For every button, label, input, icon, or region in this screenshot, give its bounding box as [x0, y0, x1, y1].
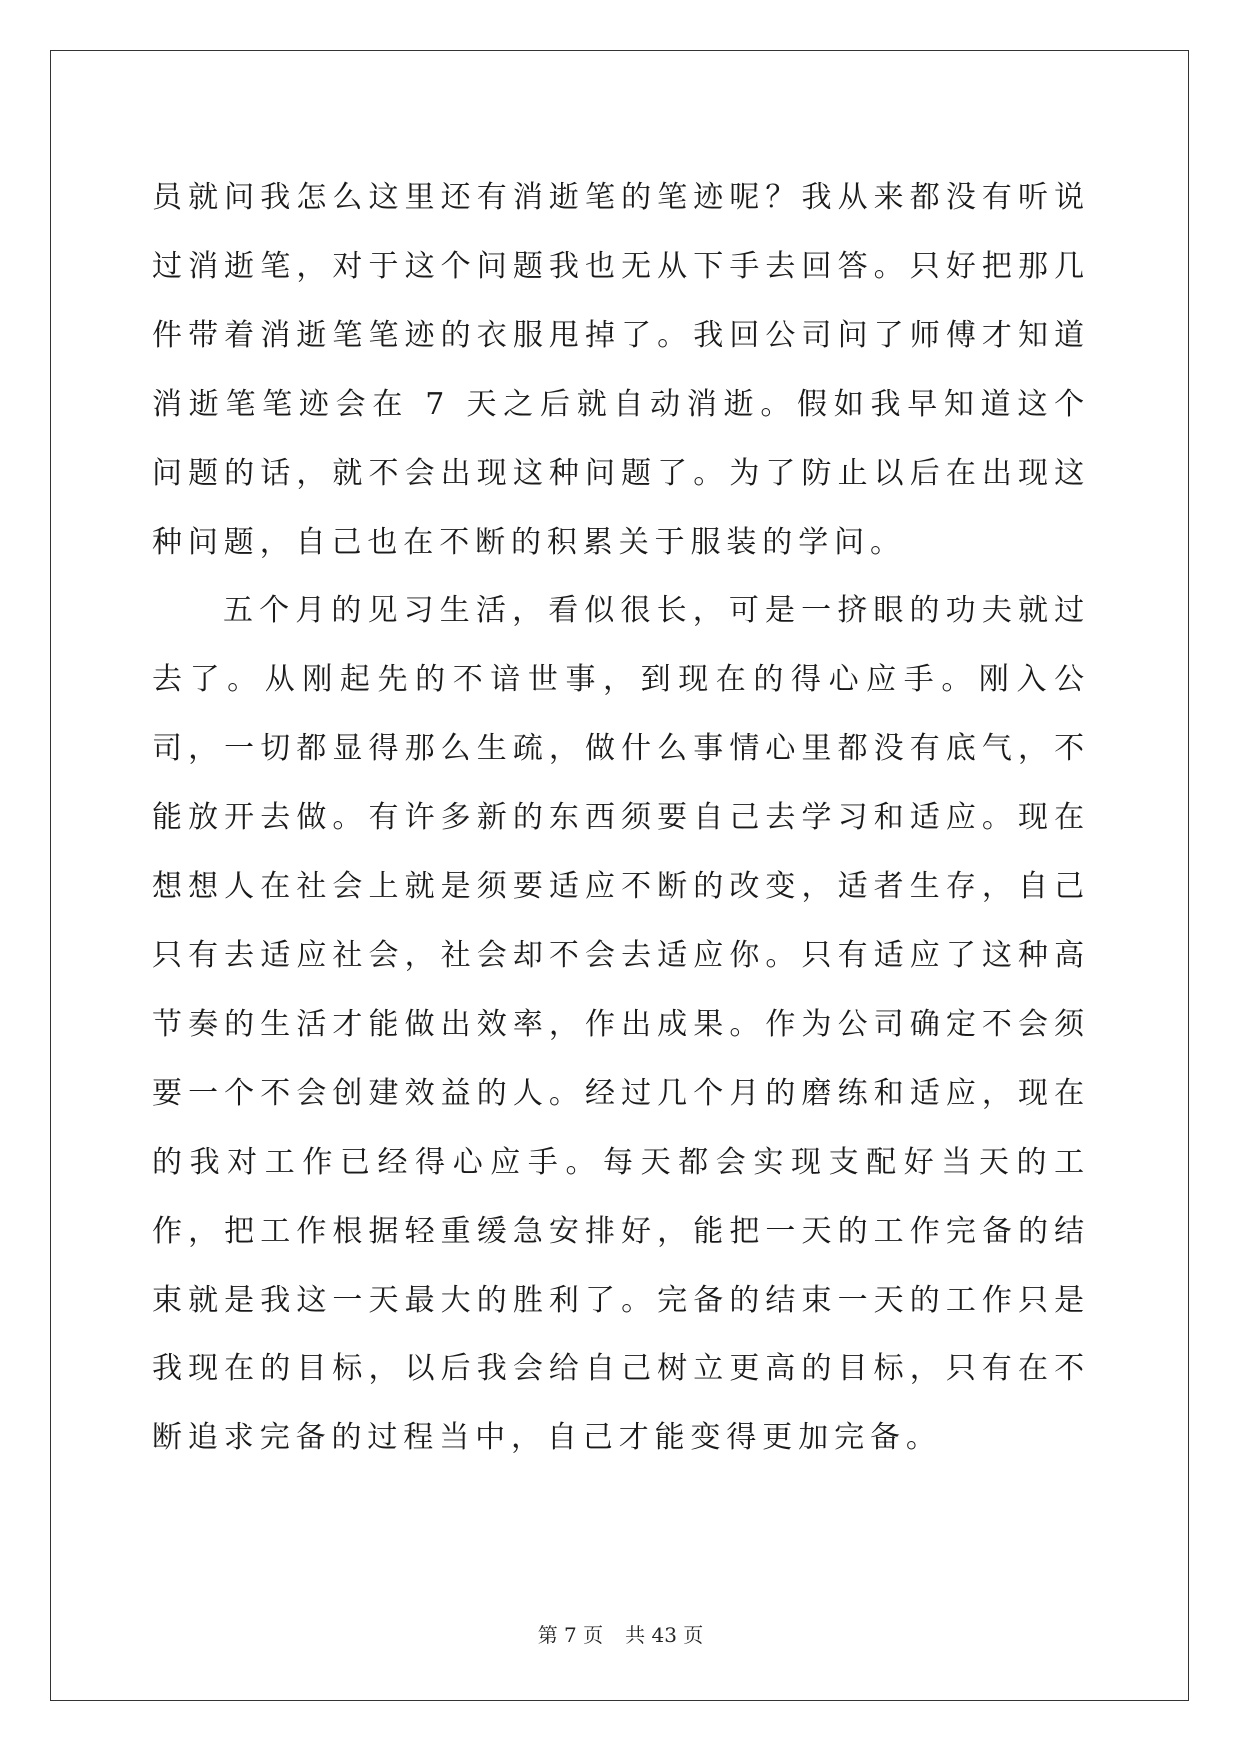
document-body: [152, 164, 1090, 1473]
total-pages: 共 43 页: [625, 1623, 704, 1647]
paragraph-1: 员就问我怎么这里还有消逝笔的笔迹呢？我从来都没有听说过消逝笔，对于这个问题我也无从下手去回答。只好把那几件带着消逝笔笔迹的衣服甩掉了。我回公司问了师傅才知道消逝笔笔迹会在 7 天之后就自动消逝。假如我早知道这个问题的话，就不会出现这种问题了。为了防止以后在出现这种问题，自己也在不断的积累关于服装的学问。: [152, 180, 1090, 560]
page-number: 第 7 页: [537, 1623, 604, 1647]
page-footer: [0, 1619, 1241, 1648]
paragraph-2: 五个月的见习生活，看似很长，可是一挤眼的功夫就过去了。从刚起先的不谙世事，到现在的得心应手。刚入公司，一切都显得那么生疏，做什么事情心里都没有底气，不能放开去做。有许多新的东西须要自己去学习和适应。现在想想人在社会上就是须要适应不断的改变，适者生存，自己只有去适应社会，社会却不会去适应你。只有适应了这种高节奏的生活才能做出效率，作出成果。作为公司确定不会须要一个不会创建效益的人。经过几个月的磨练和适应，现在的我对工作已经得心应手。每天都会实现支配好当天的工作，把工作根据轻重缓急安排好，能把一天的工作完备的结束就是我这一天最大的胜利了。完备的结束一天的工作只是我现在的目标，以后我会给自己树立更高的目标，只有在不断追求完备的过程当中，自己才能变得更加完备。: [152, 593, 1090, 1456]
